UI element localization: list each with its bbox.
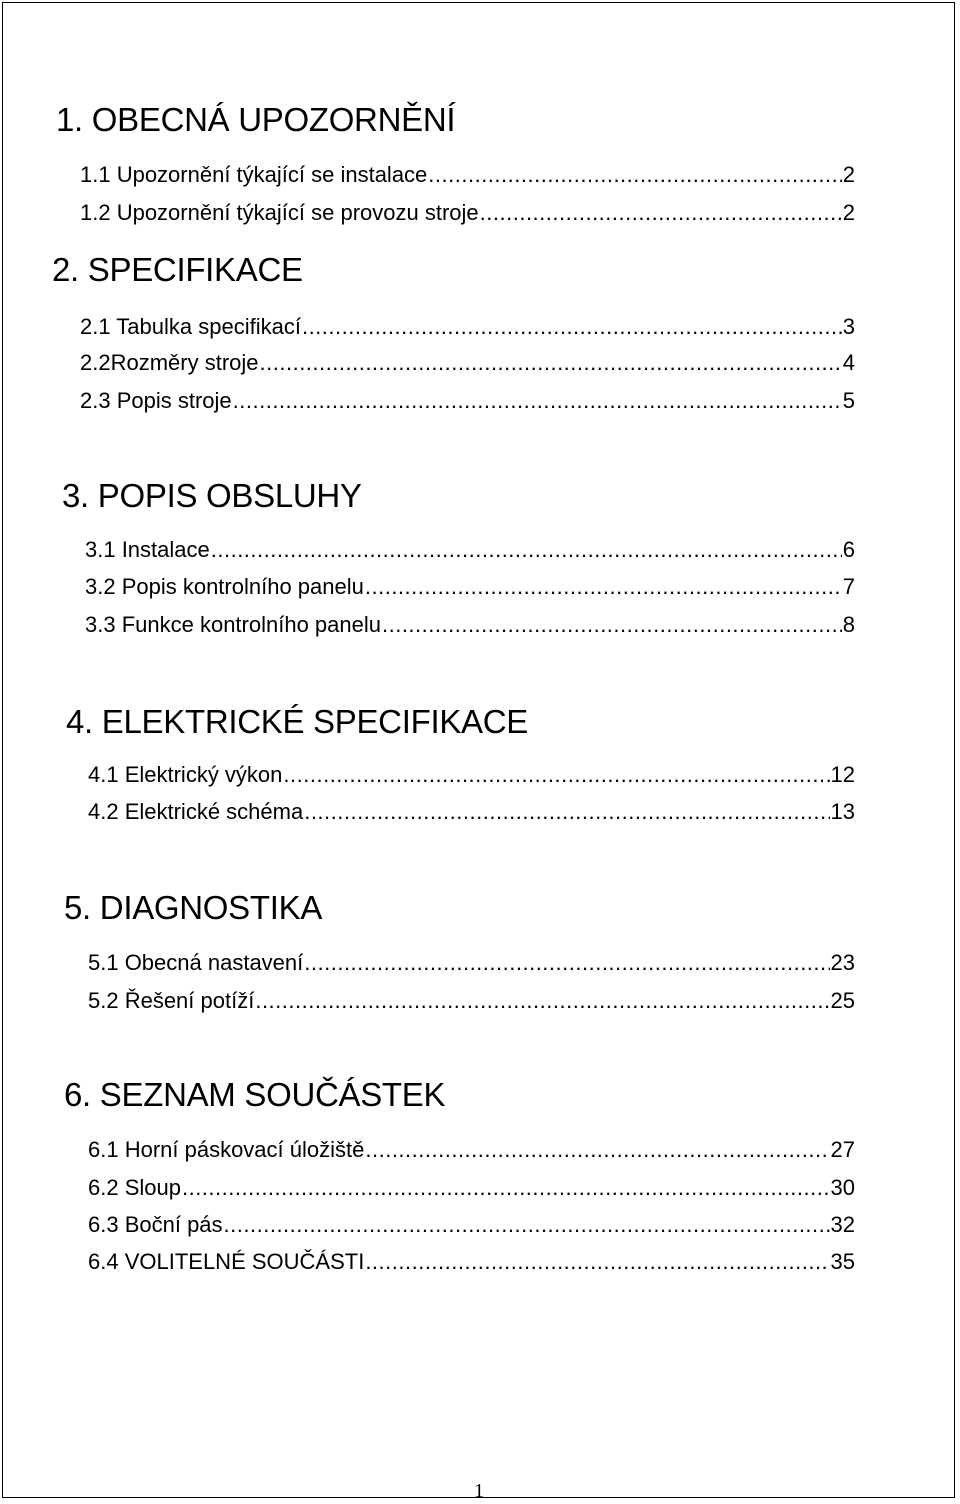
toc-entry-label: 2.1 Tabulka specifikací: [80, 314, 301, 339]
toc-entry-page: 25: [830, 988, 855, 1013]
toc-entry-page: 8: [842, 612, 855, 637]
toc-entry-6-3[interactable]: [88, 1211, 855, 1239]
section-heading-5: 5. DIAGNOSTIKA: [64, 889, 323, 926]
toc-entry-page: 2: [842, 200, 855, 225]
section-heading-1: 1. OBECNÁ UPOZORNĚNÍ: [56, 101, 456, 138]
dot-leader: [260, 349, 842, 377]
toc-entry-label: 5.1 Obecná nastavení: [88, 950, 304, 975]
dot-leader: [480, 199, 842, 227]
toc-entry-page: 5: [842, 388, 855, 413]
toc-entry-3-1[interactable]: [85, 536, 855, 564]
dot-leader: [283, 761, 829, 789]
toc-entry-label: 1.1 Upozornění týkající se instalace: [80, 162, 428, 187]
toc-entry-page: 4: [842, 350, 855, 375]
toc-entry-page: 27: [830, 1137, 855, 1162]
toc-entry-label: 3.3 Funkce kontrolního panelu: [85, 612, 381, 637]
section-heading-4: 4. ELEKTRICKÉ SPECIFIKACE: [66, 703, 528, 740]
toc-entry-4-1[interactable]: [88, 761, 855, 789]
toc-entry-label: 6.1 Horní páskovací úložiště: [88, 1137, 365, 1162]
toc-entry-5-2[interactable]: [88, 987, 855, 1015]
toc-entry-6-2[interactable]: [88, 1174, 855, 1202]
dot-leader: [302, 313, 842, 341]
toc-entry-4-2[interactable]: [88, 798, 855, 826]
toc-entry-3-2[interactable]: [85, 573, 855, 601]
toc-entry-3-3[interactable]: [85, 611, 855, 639]
dot-leader: [382, 611, 842, 639]
toc-entry-label: 3.2 Popis kontrolního panelu: [85, 574, 364, 599]
toc-entry-label: 2.3 Popis stroje: [80, 388, 232, 413]
toc-entry-label: 6.4 VOLITELNÉ SOUČÁSTI: [88, 1249, 365, 1274]
toc-entry-label: 6.3 Boční pás: [88, 1212, 223, 1237]
dot-leader: [255, 987, 829, 1015]
section-heading-3: 3. POPIS OBSLUHY: [62, 477, 362, 514]
dot-leader: [182, 1174, 830, 1202]
toc-entry-page: 35: [830, 1249, 855, 1274]
dot-leader: [365, 573, 842, 601]
toc-entry-1-2[interactable]: [80, 199, 855, 227]
toc-entry-label: 6.2 Sloup: [88, 1175, 181, 1200]
section-heading-6: 6. SEZNAM SOUČÁSTEK: [64, 1076, 446, 1113]
toc-entry-page: 13: [830, 799, 855, 824]
toc-entry-page: 2: [842, 162, 855, 187]
toc-entry-5-1[interactable]: [88, 949, 855, 977]
toc-entry-page: 6: [842, 537, 855, 562]
toc-entry-page: 32: [830, 1212, 855, 1237]
toc-entry-page: 23: [830, 950, 855, 975]
toc-entry-page: 3: [842, 314, 855, 339]
toc-entry-label: 2.2Rozměry stroje: [80, 350, 259, 375]
toc-entry-page: 12: [830, 762, 855, 787]
toc-entry-6-4[interactable]: [88, 1248, 855, 1276]
dot-leader: [304, 798, 829, 826]
toc-entry-6-1[interactable]: [88, 1136, 855, 1164]
page-number: 1: [474, 1480, 484, 1502]
dot-leader: [304, 949, 829, 977]
toc-entry-2-2[interactable]: [80, 349, 855, 377]
dot-leader: [365, 1136, 829, 1164]
toc-entry-label: 5.2 Řešení potíží: [88, 988, 255, 1013]
dot-leader: [233, 387, 842, 415]
toc-entry-2-1[interactable]: [80, 313, 855, 341]
dot-leader: [365, 1248, 829, 1276]
dot-leader: [428, 161, 841, 189]
toc-entry-label: 3.1 Instalace: [85, 537, 210, 562]
toc-entry-1-1[interactable]: [80, 161, 855, 189]
toc-entry-label: 4.2 Elektrické schéma: [88, 799, 304, 824]
toc-entry-2-3[interactable]: [80, 387, 855, 415]
toc-entry-label: 4.1 Elektrický výkon: [88, 762, 283, 787]
toc-entry-page: 30: [830, 1175, 855, 1200]
toc-entry-label: 1.2 Upozornění týkající se provozu stroje: [80, 200, 479, 225]
dot-leader: [211, 536, 842, 564]
dot-leader: [224, 1211, 830, 1239]
toc-entry-page: 7: [842, 574, 855, 599]
section-heading-2: 2. SPECIFIKACE: [52, 251, 303, 288]
